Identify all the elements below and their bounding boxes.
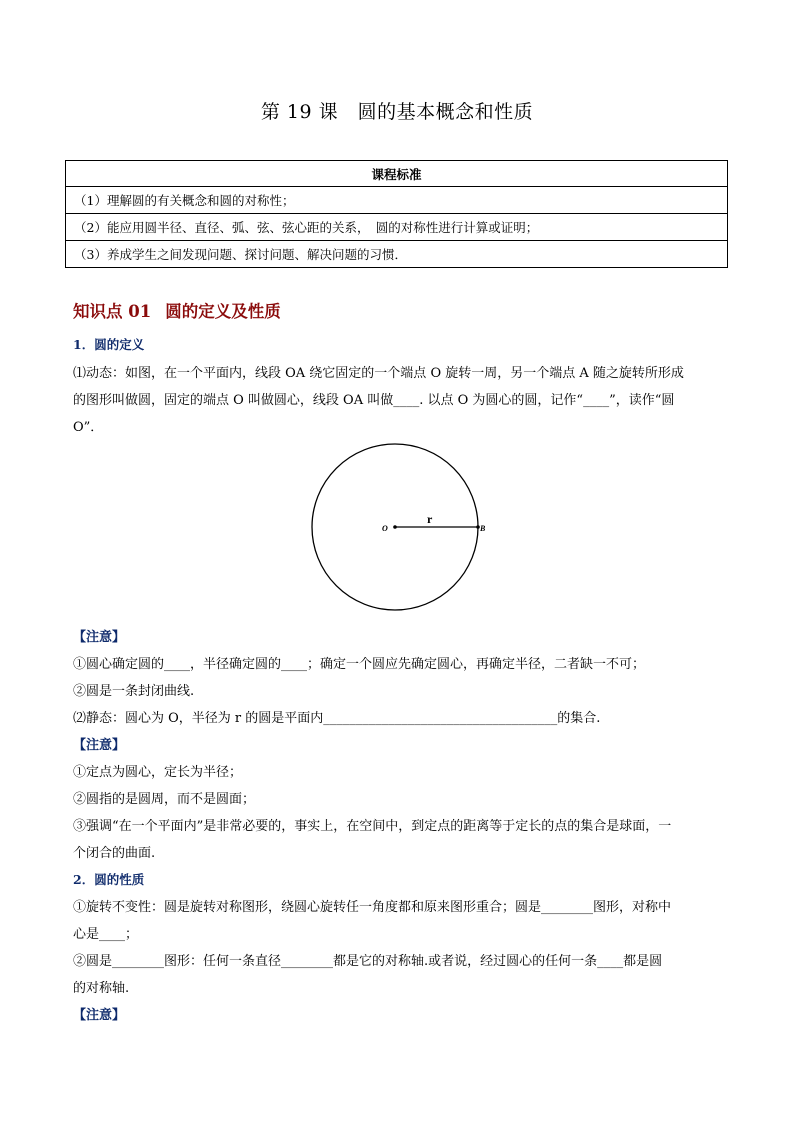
circle-figure	[300, 443, 500, 618]
dynamic-line-1: ⑴动态：如图，在一个平面内，线段 OA 绕它固定的一个端点 O 旋转一周，另一个端点 A 随之旋转所形成	[73, 366, 684, 381]
note2-line-3: ③强调“在一个平面内”是非常必要的，事实上，在空间中，到定点的距离等于定长的点的集合是球面，一	[73, 819, 672, 834]
property-line-1: ①旋转不变性：圆是旋转对称图形，绕圆心旋转任一角度都和原来图形重合；圆是________图形，对称中	[73, 900, 672, 915]
note2-line-4: 个闭合的曲面.	[73, 846, 156, 861]
knowledge-point-name: 圆的定义及性质	[165, 302, 281, 321]
standard-item-2: （2）能应用圆半径、直径、弧、弦、弦心距的关系， 圆的对称性进行计算或证明；	[66, 214, 728, 241]
dynamic-line-2: 的图形叫做圆，固定的端点 O 叫做圆心，线段 OA 叫做____. 以点 O 为圆心的圆，记作“____”，读作“圆	[73, 393, 675, 408]
property-line-3: ②圆是________图形：任何一条直径________都是它的对称轴.或者说，经过圆心的任何一条____都是圆	[73, 954, 663, 969]
note1-line-2: ②圆是一条封闭曲线.	[73, 684, 195, 699]
knowledge-point-label: 知识点 01	[73, 302, 152, 321]
note2-line-1: ①定点为圆心，定长为半径；	[73, 765, 243, 780]
center-label: O	[382, 524, 388, 533]
section2-heading: 2．圆的性质	[73, 872, 145, 887]
center-point	[393, 525, 397, 529]
point-b-label: B	[480, 524, 486, 533]
property-line-2: 心是____；	[73, 927, 139, 942]
radius-label: r	[427, 512, 433, 526]
standards-header: 课程标准	[66, 161, 728, 187]
page-title: 第 19 课 圆的基本概念和性质	[260, 101, 534, 123]
note1-line-1: ①圆心确定圆的____，半径确定圆的____；确定一个圆应先确定圆心，再确定半径，二者缺一不可；	[73, 657, 646, 672]
static-definition-line: ⑵静态：圆心为 O，半径为 r 的圆是平面内____________________________________的集合.	[73, 711, 601, 726]
knowledge-point-heading	[73, 298, 281, 322]
note-label-2: 【注意】	[73, 738, 126, 753]
section1-heading: 1．圆的定义	[73, 337, 145, 352]
note2-line-2: ②圆指的是圆周，而不是圆面；	[73, 792, 256, 807]
curriculum-standards-table	[65, 160, 728, 268]
note-label-3: 【注意】	[73, 1008, 126, 1023]
standard-item-3: （3）养成学生之间发现问题、探讨问题、解决问题的习惯．	[66, 241, 728, 268]
property-line-4: 的对称轴.	[73, 981, 130, 996]
standard-item-1: （1）理解圆的有关概念和圆的对称性；	[66, 187, 728, 214]
note-label-1: 【注意】	[73, 630, 126, 645]
dynamic-line-3: O”．	[73, 420, 104, 435]
